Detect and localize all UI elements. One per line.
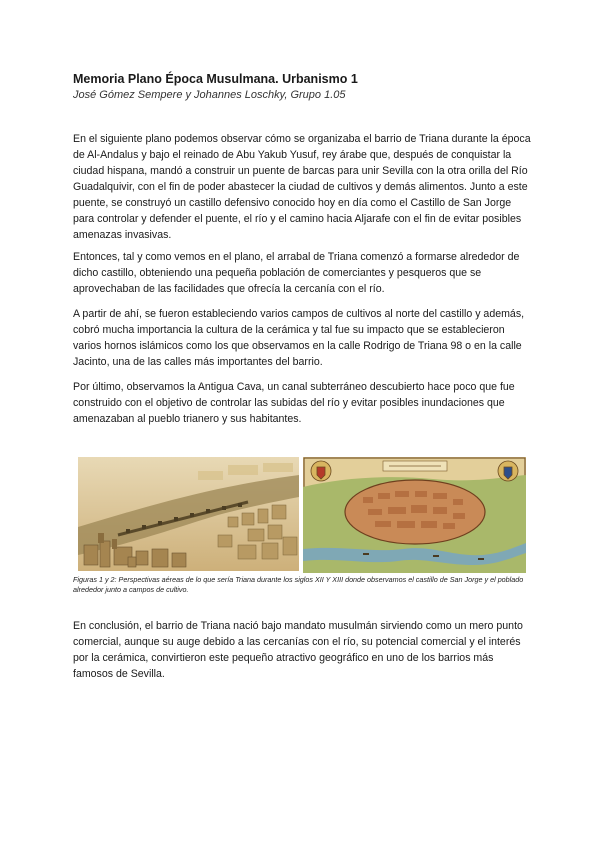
paragraph-4: Por último, observamos la Antigua Cava, un canal subterráneo descubierto hace poco que fue construido con el objetivo de controlar las subidas del río y evitar posibles inundaciones que amenazaban al pueblo trianero y sus habitantes. [73,381,515,425]
figure-caption: Figuras 1 y 2: Perspectivas aéreas de lo que sería Triana durante los siglos XII Y XIII donde observamos el castillo de San Jorge y el poblado alrededor junto a campos de cultivo. [73,575,524,594]
figures-row [78,457,526,573]
paragraph-3: A partir de ahí, se fueron estableciendo varios campos de cultivos al norte del castillo y además, cobró mucha importancia la cultura de la cerámica y tal fue su impacto que se establecieron varios hornos islámicos como los que observamos en la calle Rodrigo de Triana 98 o en la calle Jacinto, una de las calles más importantes del barrio. [73,308,525,368]
document-subtitle: José Gómez Sempere y Johannes Loschky, Grupo 1.05 [73,89,346,101]
figure-1-aerial-illustration [78,457,299,571]
paragraph-2: Entonces, tal y como vemos en el plano, el arrabal de Triana comenzó a formarse alrededor de dicho castillo, obteniendo una pequeña población de comerciantes y pesqueros que se aprovechaban de las facilidades que ofrecía la cercanía con el río. [73,251,520,295]
paragraph-conclusion: En conclusión, el barrio de Triana nació bajo mandato musulmán sirviendo como un mero punto comercial, aunque su auge debido a las cercanías con el río, su potencial comercial y el interés por la cerámica, convirtieron este pequeño atractivo geográfico en uno de los barrios más famosos de Sevilla. [73,620,523,680]
paragraph-1: En el siguiente plano podemos observar cómo se organizaba el barrio de Triana durante la época de Al-Andalus y bajo el reinado de Abu Yakub Yusuf, rey árabe que, después de conquistar la ciudad hispana, mandó a construir un puente de barcas para unir Sevilla con la otra orilla del Río Guadalquivir, con el fin de poder abastecer la ciudad de cultivos y demás alimentos. Junto a este puente, se construyó un castillo defensivo conocido hoy en día como el Castillo de San Jorge para controlar y defender el puente, el río y el camino hacia Aljarafe con el fin de evitar posibles amenazas invasivas. [73,133,531,241]
document-title: Memoria Plano Época Musulmana. Urbanismo 1 [73,72,358,86]
figure-2-historic-map [303,457,526,573]
